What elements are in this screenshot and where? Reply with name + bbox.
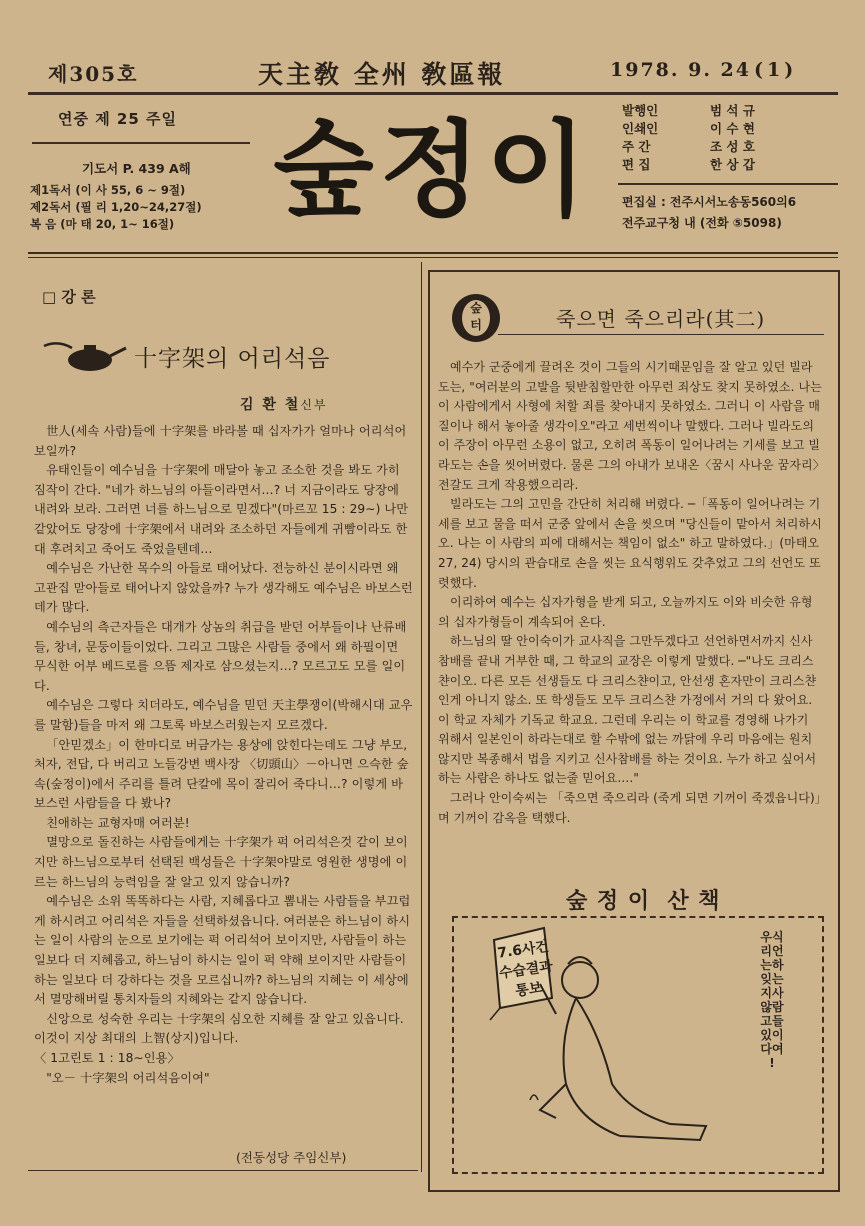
- paragraph: 빌라도는 그의 고민을 간단히 처리해 버렸다. ─「폭동이 일어나려는 기세를 보고 물을 떠서 군중 앞에서 손을 씻으며 "당신들이 맡아서 처리하시오. 나는 이 사람의 피에 대해서는 책임이 없소" 하고 말하였다.」(마태오 27, 24) 당시의 관습대로 손을 씻는 요식행위도 갖추었고 그의 선언도 또렷했다.: [438, 497, 822, 590]
- masthead-bottom-rule-2: [28, 257, 838, 258]
- sermon-title: 十字架의 어리석음: [134, 346, 331, 372]
- readings-list: [30, 182, 202, 233]
- paragraph: 이리하여 예수는 십자가형을 받게 되고, 오늘까지도 이와 비슷한 유형의 십자가형들이 계속되어 온다.: [438, 595, 813, 629]
- paragraph: 그러나 안이숙씨는 「죽으면 죽으리라 (죽게 되면 기꺼이 죽겠읍니다)」며 기꺼이 감옥을 택했다.: [438, 791, 821, 825]
- newspaper-publisher: 天主敎 全州 敎區報: [258, 60, 506, 89]
- staff-divider: [618, 183, 838, 185]
- caption-line: 잊는: [760, 972, 784, 986]
- caption-line: 다여: [760, 1042, 784, 1056]
- caption-line: 지사: [760, 986, 784, 1000]
- column-title-rule: [498, 334, 824, 335]
- staff-row: 편 집 한 상 갑: [622, 157, 755, 172]
- masthead-bottom-rule: [28, 252, 838, 254]
- caption-line: 는하: [760, 958, 784, 972]
- sign-line: 7.6사건: [496, 938, 550, 962]
- header-rule: [28, 92, 838, 95]
- logo-inner: [462, 300, 490, 336]
- citation: 〈 1고린토 1 : 18∼인용〉: [34, 1051, 180, 1065]
- office-line-1: 편집실 : 전주시서노송동560의6: [622, 195, 797, 209]
- staff-list: [622, 102, 755, 174]
- cartoon-sign-text: [492, 936, 560, 1004]
- sunday-divider: [32, 142, 250, 144]
- reading-2: 제2독서 (필 리 1,20∼24,27절): [30, 200, 202, 214]
- reading-1: 제1독서 (이 사 55, 6 ∼ 9절): [30, 183, 186, 197]
- sign-line: 수습결과: [498, 958, 554, 982]
- cartoon-caption: [752, 930, 792, 1070]
- staff-row: 인쇄인 이 수 현: [622, 121, 755, 136]
- paragraph: 예수님은 가난한 목수의 아들로 태어났다. 전능하신 분이시라면 왜 고관집 맏아들로 태어나지 않았을까? 누가 생각해도 예수님은 바보스런데가 많다.: [34, 561, 413, 615]
- paragraph: 유태인들이 예수님을 十字架에 매달아 놓고 조소한 것을 봐도 가히 짐작이 간다. "네가 하느님의 아들이라면서…? 너 지금이라도 당장에 내려와 보라. 그러면 너를 하느님으로 믿겠다"(마르꼬 15 : 29∼) 나만 같았어도 당장에 十字架에서 내려와 조소하던 자들에게 귀빰이라도 한대 후려치고 죽어도 죽었을텐데…: [34, 463, 409, 556]
- page-bottom-rule: [28, 1170, 418, 1171]
- logo-char: 터: [470, 318, 482, 332]
- liturgy-box: [30, 98, 252, 248]
- paragraph: 「안믿겠소」이 한마디로 버금가는 용상에 앉힌다는데도 그냥 부모, 처자, 전답, 다 버리고 노들강변 백사장 〈切頭山〉－아니면 으슥한 숲속(숲정이)에서 주리를 틀려 단칼에 목이 잘리어 죽다니…? 이렇게 바보스런 사람들을 다 봤나?: [34, 737, 409, 811]
- sign-line: 통보: [514, 980, 544, 1000]
- staff-row: 발행인 범 석 규: [622, 103, 755, 118]
- caption-line: 우식: [760, 930, 784, 944]
- reading-3: 복 음 (마 태 20, 1∼ 16절): [30, 217, 175, 231]
- paragraph: 예수님은 그렇다 치더라도, 예수님을 믿던 天主學쟁이(박해시대 교우를 말함)들을 마저 왜 그토록 바보스러웠는지 모르겠다.: [34, 698, 413, 732]
- paragraph: 하느님의 딸 안이숙이가 교사직을 그만두겠다고 선언하면서까지 신사참배를 끝내 거부한 때, 그 학교의 교장은 이렇게 말했다. ─"나도 크리스챤이오. 다른 모든 선생들도 다 크리스챤이고, 안선생 혼자만이 크리스챤인게 아니지 않소. 또 학생들도 모두 크리스챤 가정에서 거의 다 왔어요. 이 학교 자체가 기독교 학교요. 그런데 우리는 이 학교를 경영해 나가기 위해서 일본인이 하라는대로 할 수밖에 없는 까닭에 우리 마음에는 원치 않지만 복종해서 법을 지키고 신사참배를 하는 것이요. 누가 하고 싶어서 하는 사람은 하나도 없는줄 믿어요.…": [438, 634, 817, 786]
- logo-char: 숲: [470, 301, 482, 315]
- column-divider: [421, 262, 422, 1172]
- newspaper-title: 숲정이: [273, 109, 593, 231]
- caption-line: 있이: [760, 1028, 784, 1042]
- section-label: □ 강 론: [42, 288, 96, 306]
- paragraph: 世人(세속 사람)들에 十字架를 바라볼 때 십자가가 얼마나 어리석어 보일까?: [34, 424, 407, 458]
- paragraph: 친애하는 교형자매 여러분!: [46, 815, 190, 830]
- paragraph: 예수님은 소위 똑똑하다는 사람, 지혜롭다고 뽐내는 사람들을 부끄럽게 하시려고 어리석은 자들을 선택하셨읍니다. 여러분은 하느님이 하시는 일이 사람의 눈으로 보기에는 퍽 어리석어 보이지만, 사람들이 하는 일보다 더 지혜롭고, 하느님이 하시는 일이 퍽 약해 보이지만 사람들이 하는 일보다 더 강하다는 것을 모르십니까? 하느님의 지혜는 이 세상에서 멸망해버릴 통치자들의 지혜와는 같지 않습니다.: [34, 894, 411, 1007]
- page-number: (1): [754, 59, 798, 81]
- caption-line: 않람: [760, 1000, 784, 1014]
- paragraph: 신앙으로 성숙한 우리는 十字架의 심오한 지혜를 잘 알고 있읍니다. 이것이 지상 최대의 上智(상지)입니다.: [34, 1011, 404, 1046]
- caption-line: !: [769, 1056, 775, 1070]
- sermon-author: [240, 394, 328, 414]
- paragraph: 멸망으로 돌진하는 사람들에게는 十字架가 퍽 어리석은것 같이 보이지만 하느님으로부터 선택된 백성들은 十字架야말로 영원한 생명에 이르는 하느님의 능력임을 잘 알고 있지 않습니까?: [34, 835, 408, 889]
- column-title: 죽으면 죽으리라(其二): [556, 307, 766, 331]
- issue-number: 제305호: [48, 62, 139, 86]
- caption-line: 고들: [760, 1014, 784, 1028]
- paragraph: 예수님의 측근자들은 대개가 상놈의 취급을 받던 어부들이나 난류배들, 창녀, 문둥이들이었다. 그리고 그많은 사람들 중에서 왜 하필이면 무식한 어부 베드로를 으뜸 제자로 삼으셨는지…? 모르고도 모를 일이다.: [34, 619, 407, 693]
- sunday-title: 연중 제 25 주일: [58, 110, 177, 128]
- teapot-icon: [38, 336, 128, 376]
- author-title: 신부: [300, 398, 328, 412]
- closing-line: "오－ 十字架의 어리석음이여": [46, 1070, 210, 1085]
- paragraph: 예수가 군중에게 끌려온 것이 그들의 시기때문임을 잘 알고 있던 빌라도는, "여러분의 고발을 뒷받침할만한 아무런 죄상도 찾지 못하였소. 나는 이 사람에게서 사형에 처할 죄를 찾아내지 못하였소. 그러니 이 사람을 매질이나 해서 놓아줄 생각이오"라고 세번씩이나 말했다. 그러나 빌라도의 이 주장이 아무런 소용이 없고, 오히려 폭동이 일어나려는 기세를 보고 빌라도는 손을 씻어버렸다. 물론 그의 아내가 보내온〈꿈시 사나운 꿈자리〉전갈도 크게 작용했으리라.: [438, 360, 822, 492]
- issue-date: 1978. 9. 24: [610, 59, 752, 81]
- office-line-2: 전주교구청 내 (전화 ⑤5098): [622, 216, 782, 230]
- column-body: [438, 358, 822, 828]
- signature: (전동성당 주임신부): [236, 1150, 347, 1165]
- sermon-body: [34, 422, 414, 1088]
- caption-line: 리언: [760, 944, 784, 958]
- author-name: 김 환 철: [240, 397, 301, 413]
- office-address: [622, 192, 796, 234]
- staff-row: 주 간 조 성 호: [622, 139, 755, 154]
- prayer-book: 기도서 P. 439 A해: [82, 161, 191, 176]
- cartoon-heading: 숲 정 이 산 책: [566, 888, 721, 914]
